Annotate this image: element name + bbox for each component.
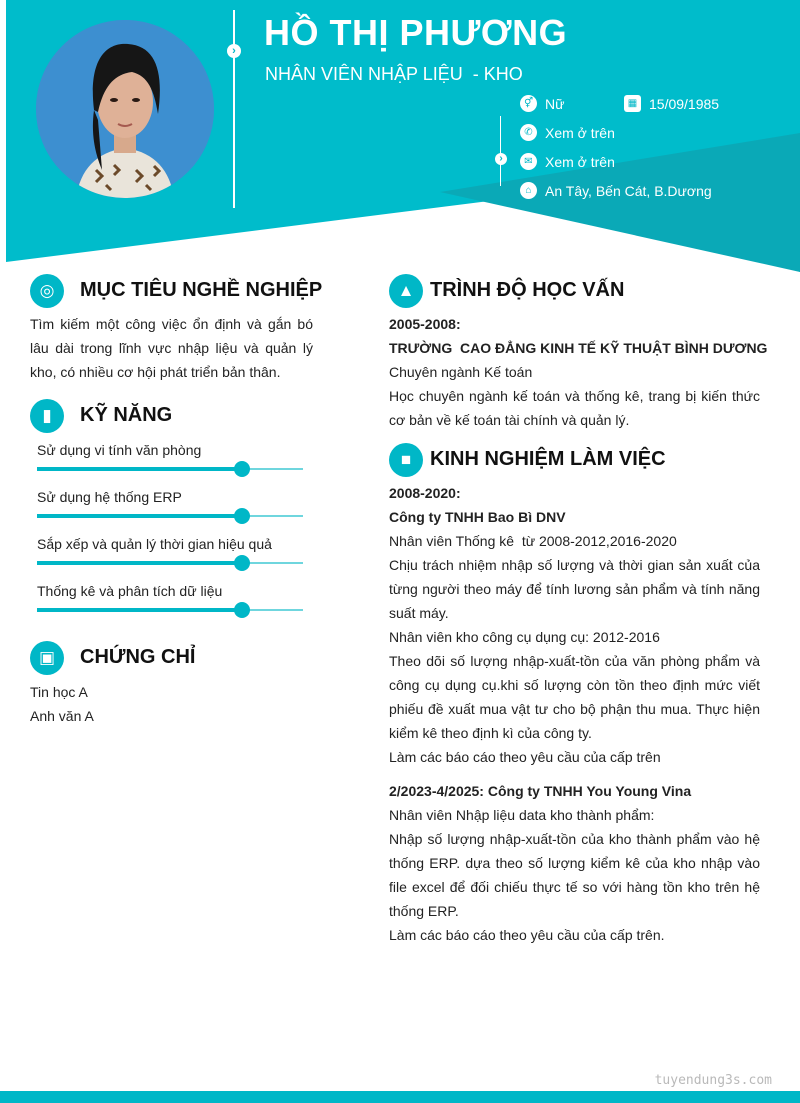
job-title: NHÂN VIÊN NHẬP LIỆU - KHO: [265, 64, 523, 84]
skill-label: Sắp xếp và quản lý thời gian hiệu quả: [37, 536, 272, 552]
skill-bar-knob: [234, 602, 250, 618]
job1-company: Công ty TNHH Bao Bì DNV: [389, 509, 566, 525]
calendar-icon: ▦: [624, 95, 641, 112]
job1-desc1: Chịu trách nhiệm nhập số lượng và thời gian sản xuất của từng người theo máy để tính lương sản phẩm và tính năng suất máy.: [389, 557, 760, 621]
candidate-name: HỒ THỊ PHƯƠNG: [264, 12, 568, 53]
job1-role1: Nhân viên Thống kê từ 2008-2012,2016-2020: [389, 533, 677, 549]
skill-bar-knob: [234, 555, 250, 571]
certificate-item: Anh văn A: [30, 708, 94, 724]
education-title: TRÌNH ĐỘ HỌC VẤN: [430, 279, 625, 301]
skill-bar-knob: [234, 461, 250, 477]
skill-label: Sử dụng hệ thống ERP: [37, 489, 182, 505]
phone-icon: ✆: [520, 124, 537, 141]
watermark: tuyendung3s.com: [654, 1073, 772, 1088]
job1-desc3: Làm các báo cáo theo yêu cầu của cấp trên: [389, 749, 661, 765]
skill-label: Sử dụng vi tính văn phòng: [37, 442, 202, 458]
graduation-cap-icon: ▲: [389, 274, 423, 308]
job2-desc: Nhập số lượng nhập-xuất-tồn của kho thành phẩm vào hệ thống ERP. dựa theo số lượng kiểm kê của kho nhập vào file excel để đối chiếu thực tế so với hàng tồn kho trên hệ thống ERP.: [389, 831, 760, 919]
gender-row: [520, 95, 564, 112]
birthdate-value: 15/09/1985: [649, 95, 720, 112]
phone-value: Xem ở trên: [545, 124, 615, 141]
chevron-right-icon: ›: [227, 44, 241, 58]
objective-text: Tìm kiếm một công việc ổn định và gắn bó lâu dài trong lĩnh vực nhập liệu và quản lý kho, có nhiều cơ hội phát triển bản thân.: [30, 316, 313, 380]
objective-title: MỤC TIÊU NGHỀ NGHIỆP: [80, 279, 323, 301]
education-period: 2005-2008:: [389, 316, 461, 332]
skill-bar-fill: [37, 608, 242, 612]
footer-bar: [0, 1091, 800, 1103]
email-value: Xem ở trên: [545, 153, 615, 170]
mail-icon: ✉: [520, 153, 537, 170]
education-major: Chuyên ngành Kế toán: [389, 364, 533, 380]
header-divider: [233, 10, 235, 208]
skills-title: KỸ NĂNG: [80, 404, 173, 426]
skill-bar-fill: [37, 514, 242, 518]
job1-period: 2008-2020:: [389, 485, 461, 501]
job2-role: Nhân viên Nhập liệu data kho thành phẩm:: [389, 807, 655, 823]
home-icon: ⌂: [520, 182, 537, 199]
skill-bar-fill: [37, 561, 242, 565]
profile-photo: [36, 20, 214, 198]
certificates-title: CHỨNG CHỈ: [80, 646, 196, 668]
birthdate-row: [624, 95, 719, 112]
bar-chart-icon: ▮: [30, 399, 64, 433]
skill-bar: [37, 562, 303, 564]
skill-label: Thống kê và phân tích dữ liệu: [37, 583, 223, 599]
phone-row: [520, 124, 615, 141]
gender-icon: ⚥: [520, 95, 537, 112]
skill-bar-knob: [234, 508, 250, 524]
job1-desc2: Theo dõi số lượng nhập-xuất-tồn của văn phòng phẩm và công cụ dụng cụ.khi số lượng còn tồn theo định mức viết phiếu đề xuất mua vật tư cho bộ phận thu mua. Thực hiện kiểm kê theo định kì của công ty.: [389, 653, 760, 741]
job2-heading: 2/2023-4/2025: Công ty TNHH You Young Vina: [389, 783, 692, 799]
skill-bar: [37, 468, 303, 470]
job2-desc2: Làm các báo cáo theo yêu cầu của cấp trên.: [389, 927, 665, 943]
education-desc: Học chuyên ngành kế toán và thống kê, trang bị kiến thức cơ bản về kế toán tài chính và quản lý.: [389, 388, 760, 428]
skill-bar: [37, 609, 303, 611]
education-school: TRƯỜNG CAO ĐẲNG KINH TẾ KỸ THUẬT BÌNH DƯƠNG: [389, 340, 768, 356]
skill-bar: [37, 515, 303, 517]
target-icon: ◎: [30, 274, 64, 308]
certificate-item: Tin học A: [30, 684, 88, 700]
email-row: [520, 153, 615, 170]
gender-value: Nữ: [545, 95, 565, 112]
contact-divider: [500, 116, 501, 186]
chevron-right-icon: ›: [495, 153, 507, 165]
experience-title: KINH NGHIỆM LÀM VIỆC: [430, 448, 666, 470]
briefcase-icon: ■: [389, 443, 423, 477]
address-row: [520, 182, 712, 199]
certificate-icon: ▣: [30, 641, 64, 675]
job1-role2: Nhân viên kho công cụ dụng cụ: 2012-2016: [389, 629, 660, 645]
skill-bar-fill: [37, 467, 242, 471]
address-value: An Tây, Bến Cát, B.Dương: [545, 182, 712, 199]
